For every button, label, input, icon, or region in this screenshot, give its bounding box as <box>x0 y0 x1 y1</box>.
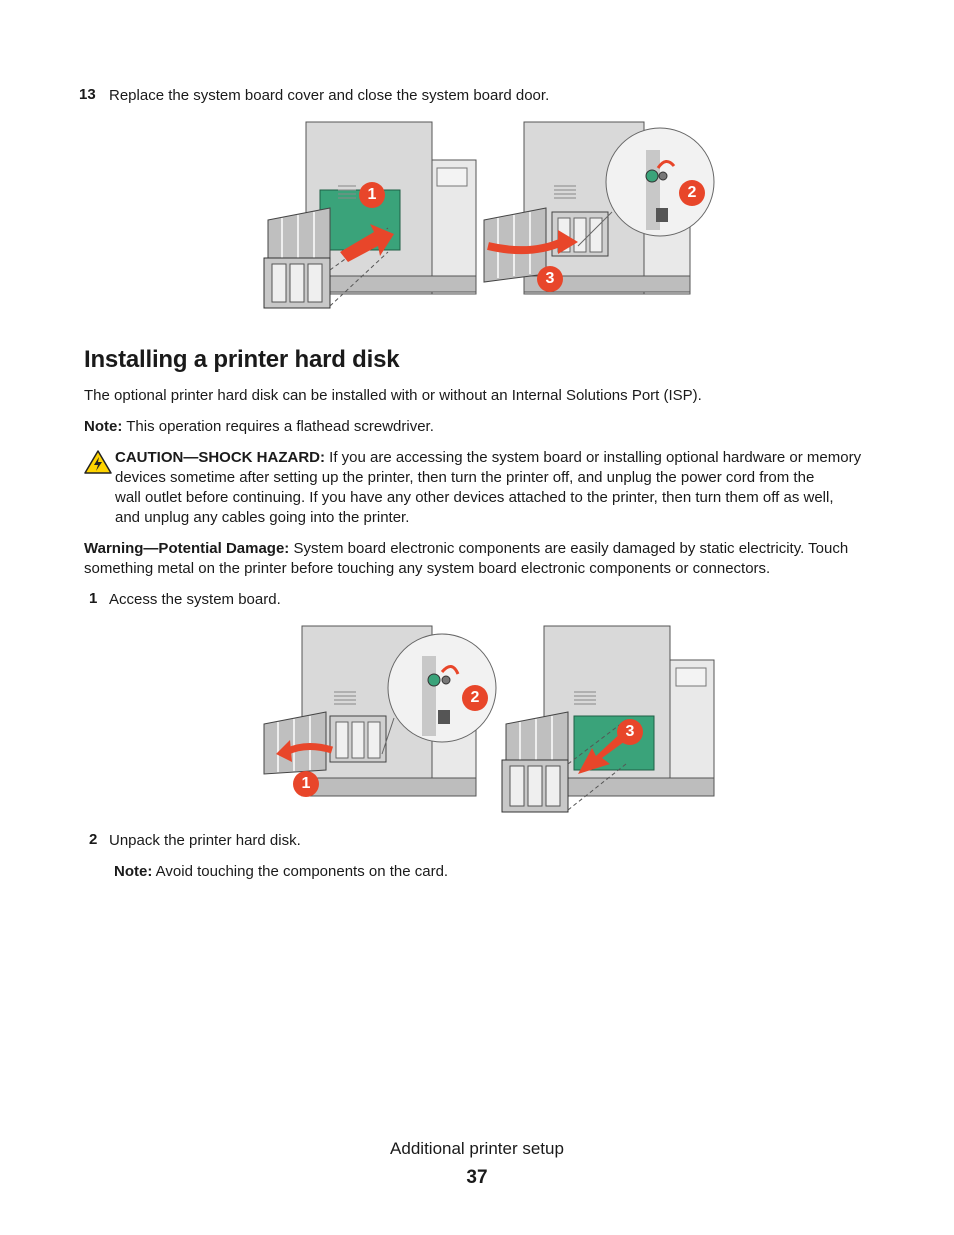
note-label: Note: <box>84 418 123 435</box>
warning-block <box>84 539 884 579</box>
caution-label: CAUTION—SHOCK HAZARD: <box>115 449 325 466</box>
caution-block <box>115 448 875 528</box>
printer-illustration-left <box>264 122 476 308</box>
figure-access-board <box>262 624 718 818</box>
intro-paragraph: The optional printer hard disk can be installed with or without an Internal Solutions Port (ISP). <box>84 387 702 404</box>
warning-line-2: something metal on the printer before touching any system board electronic components or connectors. <box>84 560 771 577</box>
step-1-text: Access the system board. <box>109 591 281 608</box>
printer-illustration-left <box>264 626 496 796</box>
note-screwdriver <box>84 417 434 437</box>
note-label: Note: <box>114 863 153 880</box>
printer-illustration-right <box>484 122 714 294</box>
figure-replace-cover <box>262 120 718 312</box>
callout-3: 3 <box>617 719 643 745</box>
callout-1: 1 <box>359 182 385 208</box>
step-2-number: 2 <box>89 831 98 848</box>
shock-hazard-warning-icon <box>84 449 112 475</box>
caution-line-1: If you are accessing the system board or installing optional hardware or memory <box>329 449 862 466</box>
step-2-text: Unpack the printer hard disk. <box>109 832 301 849</box>
callout-2: 2 <box>462 685 488 711</box>
note-components <box>114 862 448 882</box>
step-1-number: 1 <box>89 590 98 607</box>
footer-section-name: Additional printer setup <box>390 1139 564 1158</box>
note-text: Avoid touching the components on the card. <box>155 863 449 880</box>
caution-line-2: devices sometime after setting up the printer, then turn the printer off, and unplug the power cord from the <box>115 469 815 486</box>
step-13-number: 13 <box>79 86 96 103</box>
warning-label: Warning—Potential Damage: <box>84 540 290 557</box>
warning-line-1: System board electronic components are easily damaged by static electricity. Touch <box>293 540 849 557</box>
section-title: Installing a printer hard disk <box>84 346 400 373</box>
note-text: This operation requires a flathead screwdriver. <box>126 418 434 435</box>
callout-1: 1 <box>293 771 319 797</box>
page-number: 37 <box>466 1167 488 1188</box>
callout-3: 3 <box>537 266 563 292</box>
caution-line-3: wall outlet before continuing. If you have any other devices attached to the printer, then turn them off as well, <box>115 489 834 506</box>
printer-illustration-right <box>502 626 714 812</box>
step-13-text: Replace the system board cover and close the system board door. <box>109 87 550 104</box>
callout-2: 2 <box>679 180 705 206</box>
caution-line-4: and unplug any cables going into the printer. <box>115 509 410 526</box>
